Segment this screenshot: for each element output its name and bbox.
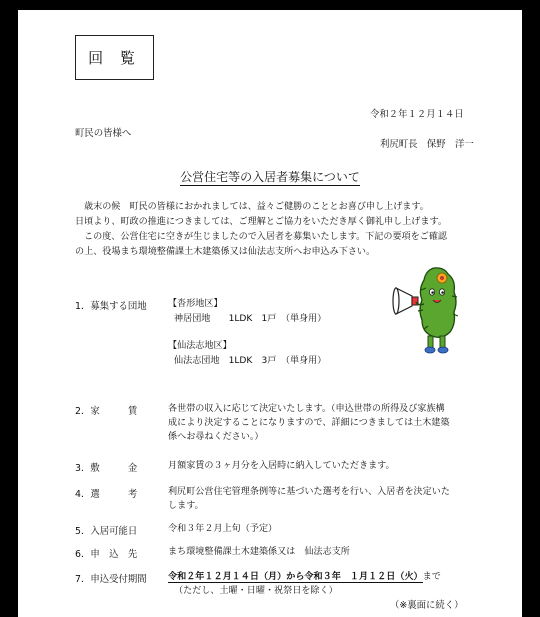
item-1-label: 1．募集する団地	[75, 301, 147, 312]
item-2-label: 2．家 賃	[75, 406, 138, 417]
application-period-row	[168, 570, 441, 585]
document-title-text: 公営住宅等の入居者募集について	[180, 170, 360, 184]
district-kutsugata: 【沓形地区】	[168, 299, 223, 309]
rent-line-3: 係へお尋ねください。）	[168, 432, 264, 442]
sender: 利尻町長 保野 洋一	[380, 139, 474, 150]
intro-line-4: の上、役場まち環境整備課土木建築係又は仙法志支所へお申込み下さい。	[75, 247, 376, 257]
deposit-value: 月額家賃の３ヶ月分を入居時に納入していただきます。	[168, 461, 395, 471]
circular-label-box	[75, 35, 154, 80]
intro-line-2: 日頃より、町政の推進につきましては、ご理解とご協力をいただき厚く御礼申し上げます。	[75, 217, 447, 227]
selection-line-1: 利尻町公営住宅管理条例等に基づいた選考を行い、入居者を決定いた	[168, 487, 450, 497]
item-4-label: 4．選 考	[75, 489, 138, 500]
application-period-suffix: まで	[422, 572, 441, 582]
district-senposhi: 【仙法志地区】	[168, 341, 232, 351]
continued-on-back-note: （※裏面に続く）	[390, 600, 464, 611]
unit-senposhi: 仙法志団地 1LDK 3戸 （単身用）	[174, 356, 327, 366]
intro-line-1: 歳末の候 町民の皆様におかれましては、益々ご健勝のこととお喜び申し上げます。	[84, 202, 429, 212]
mascot-megaphone-illustration	[390, 266, 472, 358]
application-period: 令和２年１２月１４日（月）から令和３年 １月１２日（火）	[168, 572, 423, 582]
issue-date: 令和２年１２月１４日	[370, 109, 464, 120]
rent-line-2: 成により決定することになりますので、詳細につきましては土木建築	[168, 418, 450, 428]
addressee: 町民の皆様へ	[75, 128, 132, 139]
selection-line-2: します。	[168, 501, 204, 511]
application-period-note: （ただし、土曜・日曜・祝祭日を除く）	[174, 586, 338, 596]
item-7-label: 7．申込受付期間	[75, 574, 147, 585]
application-destination: まち環境整備課土木建築係又は 仙法志支所	[168, 547, 350, 557]
item-3-label: 3．敷 金	[75, 463, 138, 474]
item-6-label: 6．申 込 先	[75, 549, 138, 560]
item-5-label: 5．入居可能日	[75, 526, 138, 537]
rent-line-1: 各世帯の収入に応じて決定いたします。（申込世帯の所得及び家族構	[168, 404, 445, 414]
circular-label: 回 覧	[88, 49, 141, 67]
intro-line-3: この度、公営住宅に空きが生じましたので入居者を募集いたします。下記の要項をご確認	[84, 232, 448, 242]
document-page	[18, 10, 522, 617]
unit-kamui: 神居団地 1LDK 1戸 （単身用）	[174, 314, 327, 324]
move-in-date: 令和３年２月上旬（予定）	[168, 524, 278, 534]
document-title	[18, 168, 522, 185]
